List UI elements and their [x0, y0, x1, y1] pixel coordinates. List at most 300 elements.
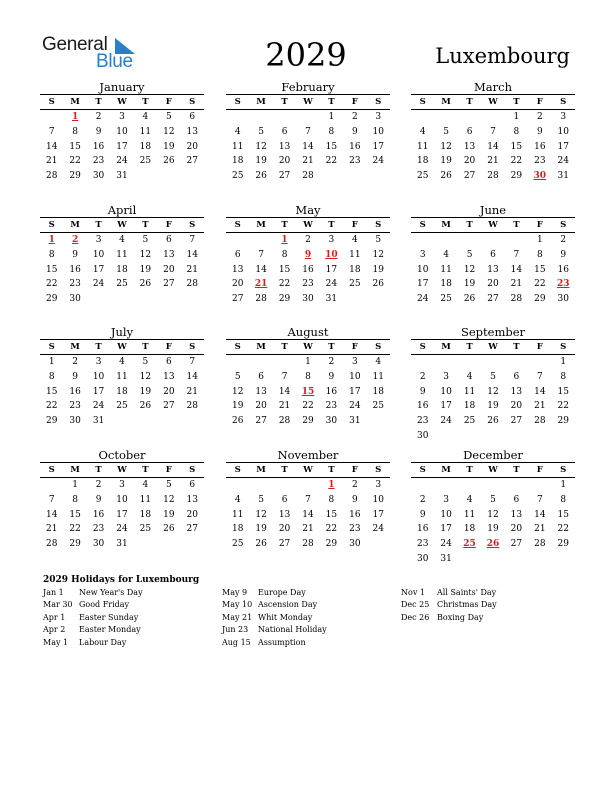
day-cell: 30: [325, 416, 338, 427]
day-cell: 8: [48, 371, 55, 382]
holiday-day-cell: 10: [325, 249, 338, 260]
day-cell: 5: [490, 494, 496, 505]
day-cell: [157, 169, 180, 184]
day-cell: 21: [534, 401, 546, 412]
day-cell: 18: [349, 264, 361, 275]
month-october: [40, 448, 204, 552]
weekday-label: S: [560, 342, 567, 352]
day-cell: 11: [349, 249, 361, 260]
day-cell: 14: [278, 386, 291, 397]
day-cell: 28: [534, 539, 546, 550]
holiday-column: [401, 587, 497, 624]
day-cell: 13: [163, 249, 175, 260]
weekday-label: F: [165, 220, 172, 230]
weekday-label: S: [419, 342, 426, 352]
holiday-day-cell: 2: [72, 235, 79, 245]
day-cell: 17: [416, 279, 429, 290]
weekday-label: S: [560, 220, 567, 230]
day-cell: 7: [513, 249, 520, 260]
day-cell: 14: [487, 141, 499, 152]
day-cell: [134, 292, 157, 307]
day-cell: [87, 292, 110, 307]
holiday-name: New Year's Day: [79, 588, 143, 597]
day-cell: 16: [534, 141, 546, 152]
day-cell: 29: [325, 539, 338, 550]
holiday-item: [43, 612, 143, 624]
weekday-label: S: [48, 465, 55, 475]
day-cell: 22: [557, 401, 569, 412]
day-cell: 12: [440, 141, 452, 152]
holiday-item: [43, 599, 143, 611]
weekday-label: F: [536, 342, 543, 352]
day-cell: 10: [440, 386, 452, 397]
day-cell: 30: [69, 416, 81, 427]
week-row: [411, 140, 575, 155]
day-cell: 4: [234, 494, 241, 505]
month-title: July: [110, 325, 134, 339]
day-cell: 11: [231, 141, 244, 152]
week-row: [40, 399, 204, 414]
day-cell: [505, 552, 528, 567]
weekday-header-row: [226, 462, 390, 478]
weekday-label: F: [165, 342, 172, 352]
day-cell: 12: [372, 249, 384, 260]
day-cell: 22: [69, 524, 81, 535]
day-cell: 14: [534, 386, 546, 397]
day-cell: 4: [142, 112, 149, 122]
day-cell: 4: [375, 357, 382, 367]
day-cell: 10: [92, 371, 105, 382]
day-cell: 31: [349, 416, 361, 427]
weekday-header-row: [411, 94, 575, 110]
weekday-label: W: [117, 465, 127, 475]
day-cell: 9: [72, 371, 78, 382]
day-cell: 10: [349, 371, 361, 382]
weekday-label: W: [488, 465, 498, 475]
country-name: Luxembourg: [435, 44, 570, 68]
day-cell: 12: [139, 371, 152, 382]
day-cell: 28: [186, 401, 198, 412]
day-cell: 2: [536, 112, 543, 122]
day-cell: [434, 110, 457, 125]
day-cell: 24: [372, 156, 384, 167]
day-cell: 30: [349, 539, 361, 550]
day-cell: [226, 233, 249, 248]
day-cell: 15: [45, 386, 58, 397]
holiday-day-cell: 26: [486, 539, 500, 550]
weekday-header-row: [411, 217, 575, 233]
week-row: [226, 110, 390, 125]
holiday-day-cell: 21: [254, 279, 268, 290]
day-cell: 6: [258, 371, 264, 382]
week-row: [226, 385, 390, 400]
week-row: [411, 478, 575, 493]
day-cell: [434, 355, 457, 370]
day-cell: [481, 355, 504, 370]
day-cell: 20: [463, 156, 476, 167]
day-cell: 30: [557, 294, 569, 305]
day-cell: 17: [92, 386, 105, 397]
day-cell: 18: [416, 156, 429, 167]
day-cell: 23: [416, 416, 429, 427]
holiday-name: Ascension Day: [258, 600, 318, 610]
weekday-label: W: [488, 220, 498, 230]
day-cell: 1: [560, 480, 567, 490]
weekday-label: F: [351, 220, 358, 230]
day-cell: 12: [163, 494, 175, 505]
day-cell: 3: [375, 480, 382, 490]
day-cell: 23: [325, 401, 338, 412]
day-cell: 27: [278, 171, 291, 182]
day-cell: 7: [189, 357, 196, 367]
day-cell: 11: [116, 371, 128, 382]
holiday-day-cell: 1: [48, 235, 55, 245]
weekday-label: T: [95, 97, 102, 107]
day-cell: [40, 478, 63, 493]
day-cell: 16: [69, 264, 81, 275]
day-cell: 3: [419, 249, 426, 260]
week-row: [226, 169, 390, 184]
day-cell: 15: [69, 141, 81, 152]
day-cell: 12: [463, 264, 476, 275]
weekday-header-row: [226, 339, 390, 355]
day-cell: 7: [536, 371, 543, 382]
day-cell: 13: [186, 494, 198, 505]
day-cell: 6: [281, 494, 288, 505]
day-cell: 21: [186, 386, 198, 397]
day-cell: 22: [69, 156, 81, 167]
holiday-date: Jun 23: [222, 625, 249, 635]
day-cell: 26: [372, 279, 384, 290]
week-row: [40, 125, 204, 140]
day-cell: [458, 110, 481, 125]
holiday-day-cell: 25: [463, 539, 476, 550]
day-cell: 8: [328, 126, 335, 137]
day-cell: [181, 169, 204, 184]
weekday-label: S: [560, 97, 567, 107]
weekday-label: S: [48, 342, 55, 352]
holiday-day-cell: 30: [533, 171, 547, 182]
day-cell: 11: [231, 509, 244, 520]
day-cell: 24: [116, 524, 128, 535]
day-cell: [481, 429, 504, 444]
weekday-label: F: [536, 97, 543, 107]
day-cell: 31: [325, 294, 338, 305]
day-cell: 24: [372, 524, 384, 535]
day-cell: 15: [69, 509, 81, 520]
day-cell: 24: [92, 401, 105, 412]
day-cell: 20: [231, 279, 244, 290]
day-cell: [458, 355, 481, 370]
day-cell: 15: [325, 509, 338, 520]
day-cell: [458, 429, 481, 444]
day-cell: 7: [258, 249, 264, 260]
weekday-label: W: [303, 220, 313, 230]
weekday-label: W: [117, 342, 127, 352]
day-cell: 26: [440, 171, 452, 182]
day-cell: 29: [45, 416, 58, 427]
day-cell: [481, 233, 504, 248]
day-cell: 28: [510, 294, 523, 305]
weekday-label: T: [95, 465, 102, 475]
day-cell: [273, 355, 296, 370]
weekday-label: M: [441, 97, 451, 107]
day-cell: 23: [92, 156, 105, 167]
day-cell: 29: [302, 416, 314, 427]
weekday-label: F: [351, 465, 358, 475]
day-cell: [157, 292, 180, 307]
day-cell: 18: [231, 524, 244, 535]
day-cell: 22: [325, 156, 338, 167]
day-cell: 23: [69, 401, 81, 412]
day-cell: 13: [510, 386, 523, 397]
day-cell: 26: [255, 171, 267, 182]
day-cell: 22: [534, 279, 546, 290]
day-cell: 28: [45, 171, 58, 182]
month-title: October: [98, 448, 146, 462]
holiday-item: [401, 599, 497, 611]
weekday-label: S: [375, 465, 382, 475]
weekday-label: T: [466, 97, 473, 107]
week-row: [411, 355, 575, 370]
day-cell: 27: [278, 539, 291, 550]
day-cell: 14: [186, 249, 198, 260]
week-row: [411, 154, 575, 169]
day-cell: 11: [139, 494, 152, 505]
day-cell: 3: [95, 235, 102, 245]
day-cell: 22: [302, 401, 314, 412]
holiday-day-cell: 1: [72, 112, 79, 122]
holiday-column: [43, 587, 143, 649]
holiday-name: Christmas Day: [437, 600, 497, 610]
weekday-label: T: [513, 342, 520, 352]
day-cell: 6: [189, 112, 196, 122]
day-cell: 4: [119, 235, 125, 245]
day-cell: [367, 537, 390, 552]
weekday-label: F: [165, 465, 172, 475]
weekday-label: T: [513, 465, 520, 475]
day-cell: [505, 233, 528, 248]
weekday-header-row: [226, 217, 390, 233]
day-cell: 25: [463, 416, 476, 427]
day-cell: 15: [534, 264, 546, 275]
month-november: [226, 448, 390, 552]
day-cell: 18: [231, 156, 244, 167]
day-cell: 12: [139, 249, 152, 260]
day-cell: 5: [142, 357, 149, 367]
day-cell: 28: [302, 171, 314, 182]
day-cell: [157, 537, 180, 552]
weekday-label: M: [70, 342, 80, 352]
day-cell: 30: [416, 430, 429, 441]
day-cell: 2: [560, 235, 567, 245]
day-cell: [296, 110, 319, 125]
day-cell: 10: [116, 494, 128, 505]
day-cell: [249, 478, 272, 493]
month-august: [226, 325, 390, 429]
day-cell: 6: [165, 357, 172, 367]
day-cell: [181, 414, 204, 429]
day-cell: 29: [557, 416, 569, 427]
day-cell: 13: [163, 371, 175, 382]
day-cell: 19: [139, 386, 152, 397]
holiday-item: [222, 587, 327, 599]
day-cell: [367, 169, 390, 184]
day-cell: 27: [510, 416, 523, 427]
day-cell: [458, 233, 481, 248]
day-cell: 28: [45, 539, 58, 550]
weekday-label: T: [142, 465, 149, 475]
day-cell: 5: [234, 371, 241, 382]
weekday-label: M: [256, 97, 266, 107]
day-cell: 26: [487, 416, 499, 427]
calendar-header: [0, 0, 612, 80]
day-cell: [226, 355, 249, 370]
day-cell: 20: [487, 279, 499, 290]
week-row: [226, 493, 390, 508]
weekday-label: T: [328, 465, 335, 475]
day-cell: 1: [305, 357, 311, 367]
logo-word-blue: Blue: [96, 51, 133, 72]
day-cell: 31: [116, 539, 128, 550]
day-cell: 9: [351, 126, 358, 137]
day-cell: 27: [487, 294, 499, 305]
weekday-label: W: [117, 220, 127, 230]
day-cell: [367, 292, 390, 307]
week-row: [40, 522, 204, 537]
day-cell: [505, 478, 528, 493]
day-cell: 9: [328, 371, 335, 382]
day-cell: 29: [534, 294, 546, 305]
week-row: [226, 370, 390, 385]
weekday-label: S: [419, 97, 426, 107]
day-cell: 5: [466, 249, 473, 260]
week-row: [40, 292, 204, 307]
day-cell: 22: [45, 401, 58, 412]
day-cell: 3: [95, 357, 102, 367]
day-cell: 18: [139, 141, 152, 152]
week-row: [226, 154, 390, 169]
day-cell: 6: [189, 480, 196, 490]
day-cell: 8: [305, 371, 311, 382]
day-cell: 11: [440, 264, 452, 275]
holiday-date: May 1: [43, 637, 69, 647]
day-cell: 24: [325, 279, 338, 290]
weekday-label: S: [234, 220, 241, 230]
holiday-date: Jan 1: [43, 588, 64, 597]
day-cell: 8: [536, 249, 543, 260]
day-cell: 21: [534, 524, 546, 535]
day-cell: 25: [231, 539, 244, 550]
week-row: [226, 399, 390, 414]
day-cell: [181, 292, 204, 307]
day-cell: 24: [440, 539, 452, 550]
day-cell: 4: [466, 494, 473, 505]
week-row: [40, 370, 204, 385]
day-cell: 27: [163, 401, 175, 412]
day-cell: 3: [119, 480, 125, 490]
week-row: [40, 140, 204, 155]
day-cell: [528, 355, 551, 370]
day-cell: 1: [328, 112, 335, 122]
day-cell: 10: [440, 509, 452, 520]
day-cell: 29: [557, 539, 569, 550]
day-cell: 20: [186, 509, 198, 520]
day-cell: 3: [375, 112, 382, 122]
day-cell: 17: [325, 264, 338, 275]
day-cell: 23: [69, 279, 81, 290]
day-cell: [411, 110, 434, 125]
day-cell: 17: [372, 509, 384, 520]
day-cell: 16: [349, 509, 361, 520]
day-cell: 29: [510, 171, 523, 182]
day-cell: 26: [163, 156, 175, 167]
day-cell: 18: [139, 509, 152, 520]
day-cell: 30: [92, 171, 105, 182]
weekday-label: W: [303, 465, 313, 475]
holiday-date: Aug 15: [222, 637, 251, 647]
day-cell: 28: [487, 171, 499, 182]
month-july: [40, 325, 204, 429]
week-row: [40, 169, 204, 184]
day-cell: [157, 414, 180, 429]
day-cell: 6: [466, 126, 473, 137]
day-cell: 19: [163, 141, 175, 152]
day-cell: 1: [513, 112, 520, 122]
day-cell: 1: [48, 357, 55, 367]
day-cell: 21: [45, 524, 58, 535]
day-cell: [134, 169, 157, 184]
day-cell: [481, 552, 504, 567]
holiday-day-cell: 23: [556, 279, 570, 290]
week-row: [40, 493, 204, 508]
day-cell: 12: [487, 386, 499, 397]
day-cell: 30: [302, 294, 314, 305]
day-cell: 25: [116, 401, 128, 412]
day-cell: [505, 355, 528, 370]
day-cell: 25: [116, 279, 128, 290]
day-cell: 5: [142, 235, 149, 245]
day-cell: 20: [163, 264, 175, 275]
day-cell: 26: [139, 401, 152, 412]
weekday-label: M: [256, 342, 266, 352]
week-row: [411, 385, 575, 400]
weekday-label: S: [419, 220, 426, 230]
weekday-label: W: [117, 97, 127, 107]
holiday-name: Easter Sunday: [79, 612, 139, 622]
day-cell: [411, 233, 434, 248]
week-row: [411, 552, 575, 567]
holiday-date: Apr 1: [43, 612, 66, 622]
day-cell: 10: [116, 126, 128, 137]
day-cell: 26: [463, 294, 476, 305]
day-cell: 7: [48, 126, 55, 137]
day-cell: 23: [349, 156, 361, 167]
day-cell: 1: [536, 235, 543, 245]
day-cell: 31: [557, 171, 569, 182]
day-cell: 24: [92, 279, 105, 290]
weekday-label: W: [488, 97, 498, 107]
day-cell: 6: [513, 371, 520, 382]
weekday-label: F: [351, 97, 358, 107]
weekday-label: S: [189, 342, 196, 352]
weekday-label: S: [189, 97, 196, 107]
month-may: [226, 203, 390, 307]
day-cell: 13: [278, 141, 291, 152]
day-cell: 27: [186, 156, 198, 167]
holiday-day-cell: 1: [281, 235, 288, 245]
day-cell: 12: [255, 141, 267, 152]
